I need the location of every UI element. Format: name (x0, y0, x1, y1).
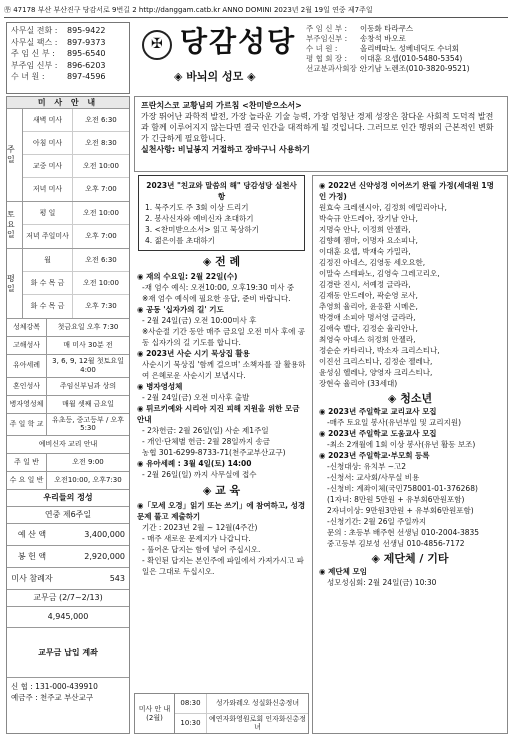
youth-item-title: ◉ 2023년 주일학교 도움교사 모집 (319, 429, 437, 438)
intention-time: 10:30 (175, 714, 207, 734)
plan-item: 1. 묵주기도 주 3회 이상 드리기 (145, 203, 249, 212)
mass-intention-table (134, 693, 309, 734)
mass-row (23, 109, 129, 132)
mass-schedule-title: 미 사 안 내 (7, 97, 129, 109)
contact-key: 선교분과사회장 : (306, 64, 362, 73)
name-line: 윤성심 헬레나, 양영자 크리스티나, (319, 368, 433, 377)
contact-row (306, 54, 508, 64)
mass-day-label: 주 일 (7, 109, 23, 201)
offering-row (7, 524, 129, 546)
teaching-body: 가장 뛰어난 과학적 발전, 가장 놀라운 기술 능력, 가장 엄청난 경제 성장은 참다운 사회적 도덕적 발전과 함께 이루어지지 않는다면 결국 인간을 대적하게 될 것입니다. 그러므로 인간 행위의 근본적인 변화가 긴급하게 필요합니다. (141, 112, 494, 143)
account-info (7, 678, 129, 706)
name-line: 최영숙 아녜스 허정희 안젤라, (319, 335, 416, 344)
offering-key: 예 산 액 (17, 529, 47, 539)
offering-table (7, 524, 129, 590)
service-row (7, 319, 129, 337)
contact-key: 평 협 회 장 : (306, 54, 348, 63)
mass-time: 오전 6:30 (85, 115, 117, 124)
service-value: 오전10:00, 오후7:30 (54, 476, 122, 485)
address-line: ㉾ 47178 부산 부산진구 당감서로 9번길 2 http://danggam.catb.kr ANNO DOMINI 2023년 2월 19일 연중 제7주일 (4, 6, 373, 15)
service-value: 오전 9:00 (72, 458, 104, 467)
contact-box (6, 22, 130, 94)
liturgy-item-line: - 2월 24일(금) 오전 10:00미사 후 (142, 315, 257, 325)
parish-subtitle: ◈ 바뇌의 성모 ◈ (174, 70, 256, 83)
mass-time: 오전 8:30 (85, 138, 117, 147)
education-heading: ◈ 교 육 (202, 483, 241, 497)
liturgy-item-line: 농협 301-6299-8733-71(천주교부산교구) (142, 447, 286, 457)
mass-time: 오전 6:30 (85, 255, 117, 264)
mass-row (23, 295, 129, 318)
liturgy-item-line: - 개인·단체별 헌금: 2월 28일까지 송금 (142, 436, 271, 446)
mass-time: 오전 10:00 (83, 278, 119, 287)
mass-name: 저녁 미사 (23, 178, 73, 201)
name-line: 이대훈 요셉, 박재숙 가밀라, (319, 247, 411, 256)
contact-value: 897-4596 (67, 72, 106, 81)
intention-time: 08:30 (175, 694, 207, 713)
service-key: 주 일 학 교 (7, 414, 47, 436)
service-key: 고해성사 (7, 337, 47, 354)
mass-name: 평 일 (23, 202, 73, 224)
name-line: 김애숙 벨다, 김정순 율리안나, (319, 324, 418, 333)
plan-title: 2023년 "친교와 말씀의 해" 당감성당 실천사항 (146, 181, 297, 201)
mass-rows (23, 109, 129, 201)
mass-time: 오후 7:00 (85, 232, 117, 241)
service-value: 3, 6, 9, 12월 첫토요일 4:00 (52, 357, 124, 374)
budget-value: 4,945,000 (7, 607, 129, 628)
contact-value: 올리베따노 성베네딕도 수녀회 (360, 44, 459, 53)
education-item-title: ◉「모세 오경」읽기 또는 쓰기」에 참여하고, 성경 문제 풀고 제출하기 (137, 500, 306, 521)
mass-name: 교중 미사 (23, 155, 73, 177)
offering-value: 543 (109, 573, 125, 583)
liturgy-item-title: ◉ 재의 수요일: 2월 22일(수) (137, 271, 238, 281)
offering-value: 3,400,000 (84, 529, 125, 539)
service-key: 유아세례 (7, 355, 47, 377)
mass-time: 오후 7:30 (85, 302, 117, 311)
bible-writing-title: ◉ 2022년 신약성경 이어쓰기 완필 가정(세대원 1명인 가정) (319, 181, 494, 201)
mass-row (23, 155, 129, 178)
youth-item-line: -최소 2개월에 1회 이상 봉사(유년 활동 보조) (327, 440, 476, 449)
liturgy-item-title: ◉ 2023년 사순 시기 묵상집 활용 (137, 348, 250, 358)
education-line: - 풀어온 답지는 함에 넣어 주십시오. (142, 544, 261, 554)
mass-day-label: 평 일 (7, 249, 23, 318)
offering-week: 연중 제6주일 (7, 507, 129, 524)
contact-row (306, 64, 508, 74)
mass-name: 화 수 목 금 (23, 272, 73, 294)
service-key: 수 요 일 반 (7, 472, 47, 489)
name-line: 김정진 아네스, 김영동 세오요한, (319, 258, 426, 267)
account-holder: 예금주 : 천주교 부산교구 (11, 693, 94, 702)
contact-row (11, 71, 125, 83)
liturgy-heading: ◈ 전 례 (202, 255, 241, 268)
liturgy-item-line: ※사순절 기간 동안 매주 금요일 오전 미사 후에 공동 십자가의 길 기도를 합니다. (142, 326, 306, 347)
service-key: 성체강복 (7, 319, 47, 336)
liturgy-item-line: ※재 엄수 예식에 필요한 응답, 준비 바랍니다. (142, 293, 291, 303)
account-bank: 신 협 : 131-000-439910 (11, 682, 98, 691)
name-line: 정순순 카타리나, 박소자 크리스티나, (319, 346, 440, 355)
groups-section (319, 566, 501, 588)
plan-list (145, 202, 298, 246)
education-line: - 확인된 답지는 본인주에 파일에서 가져가시고 파일은 그대로 두십시오. (142, 555, 304, 576)
contact-row (11, 25, 125, 37)
service-row (7, 454, 129, 472)
liturgy-section (134, 271, 309, 480)
budget-label: 교무금 (2/7~2/13) (7, 590, 129, 607)
mass-row (23, 272, 129, 295)
contact-key: 부주임신부 : (306, 34, 348, 43)
contact-key: 주 임 신 부 : (11, 49, 55, 58)
name-line: 이진선 크리스티나, 김정순 젤레나, (319, 357, 433, 366)
liturgy-item-title: ◉ 공동 '십자가의 길' 기도 (137, 304, 224, 314)
youth-item-line: -신청비: 계좌이체(국민758001-01-376268) (327, 484, 478, 493)
mass-name: 저녁 주일미사 (23, 225, 73, 248)
liturgy-item-title: ◉ 튀르키예와 시리아 지진 피해 지원을 위한 모금 안내 (137, 403, 300, 424)
contact-key: 수 녀 원 : (306, 44, 338, 53)
masthead (134, 22, 304, 94)
service-row (7, 414, 129, 437)
name-line: 박숙규 안드레아, 장기남 안나, (319, 214, 418, 223)
mass-name: 새벽 미사 (23, 109, 73, 131)
name-line: 지명숙 안나, 이정희 안젤라, (319, 225, 411, 234)
offering-key: 미사 참례자 (11, 573, 53, 583)
youth-item-line: -신청대상: 유치부 ~고2 (327, 462, 407, 471)
youth-item-line: -신청기간: 2월 26일 주일까지 (327, 517, 427, 526)
service-row (7, 378, 129, 396)
plan-item: 2. 봉사신자와 예비신자 초대하기 (145, 214, 254, 223)
contact-value: 이동화 타라쿠스 (360, 24, 414, 33)
mass-row (23, 132, 129, 155)
mass-rows (23, 249, 129, 318)
service-row (7, 436, 129, 454)
service-row (7, 472, 129, 490)
youth-item-title: ◉ 2023년 주일학교·부모회 등록 (319, 451, 430, 460)
name-line: 이말숙 스테파노, 김영숙 그레고리오, (319, 269, 440, 278)
name-line: 박경애 소피아 명서영 글라라, (319, 313, 416, 322)
mass-time: 오후 7:00 (85, 185, 117, 194)
youth-item-line: -신청서: 교사회/사무실 비용 (327, 473, 420, 482)
offering-key: 봉 헌 액 (17, 551, 47, 561)
mass-name: 월 (23, 249, 73, 271)
center-column (134, 175, 309, 734)
intention-desc: 예연자화영원로회 인자화신총정녀 (209, 714, 306, 732)
account-title: 교무금 납입 계좌 (7, 628, 129, 678)
youth-section (319, 406, 501, 549)
service-value: 첫금요일 오후 7:30 (57, 323, 119, 332)
offering-row (7, 546, 129, 568)
service-heading: 예비신자 교리 안내 (38, 440, 98, 449)
service-key: 주 일 반 (7, 454, 47, 471)
contact-value: 송창석 바오로 (360, 34, 406, 43)
mass-name: 아침 미사 (23, 132, 73, 154)
offering-title: 우리들의 정성 (7, 490, 129, 507)
intention-label: 미사 안 내 (2월) (135, 694, 175, 733)
mass-row (23, 202, 129, 225)
liturgy-item-title: ◉ 병자영성체 (137, 381, 183, 391)
name-line: 장현숙 율리아 (33세대) (319, 379, 398, 388)
offering-value: 2,920,000 (84, 551, 125, 561)
groups-heading: ◈ 제단체 / 기타 (371, 552, 449, 565)
cross-emblem-icon: ✠ (142, 30, 172, 60)
group-item-line: 성모성심회: 2월 24일(금) 10:30 (327, 578, 437, 587)
youth-item-line: (1자녀: 8만원 5만원 + 유부회6만원포함) (327, 495, 465, 504)
mass-day-label: 토 요 일 (7, 202, 23, 248)
contact-value: 897-9373 (67, 37, 106, 47)
contact-value: 이대훈 요셉(010-5480-5354) (360, 54, 463, 63)
education-line: 기간 : 2023년 2월 ~ 12월(4주간) (142, 522, 258, 532)
liturgy-item-line: 사순시기 묵상집 '함께 걸으며' 소책자를 잘 활용하여 은혜로운 사순시기 보냅시다. (142, 359, 306, 380)
youth-item-line: 2자녀이상: 9만원3만원 + 유부회6만원포함) (327, 506, 474, 515)
youth-heading: ◈ 청소년 (387, 392, 433, 405)
youth-item-line: 문의 : 초등부 배주현 선생님 010-2004-3835 (327, 528, 480, 537)
service-value: 유초등, 중고등부 / 오후 5:30 (51, 415, 125, 433)
top-info-bar (4, 4, 508, 18)
liturgy-item-line: - 2월 24일(금) 오전 미사후 출발 (142, 392, 250, 402)
mass-time: 오전 10:00 (83, 208, 119, 217)
parish-title: 당감성당 (180, 25, 297, 58)
mass-row (23, 249, 129, 272)
mass-schedule (7, 109, 129, 319)
teaching-title: 프란치스코 교황님의 가르침 <찬미받으소서> (141, 101, 302, 110)
liturgy-item-line: - 2차헌금: 2월 26일(일) 사순 제1주일 (142, 425, 269, 435)
mass-time: 오전 10:00 (83, 161, 119, 170)
name-line: 원효숙 크레센시아, 김정희 에밀리아나, (319, 203, 447, 212)
contact-row (11, 48, 125, 60)
service-key: 혼인성사 (7, 378, 47, 395)
contact-row (306, 34, 508, 44)
mass-group (7, 109, 129, 202)
group-item-title: ◉ 제단체 모임 (319, 567, 367, 576)
contact-row (306, 44, 508, 54)
bible-writing-names (319, 202, 501, 389)
contact-key: 사무실 전화 : (11, 26, 58, 35)
offering-row (7, 568, 129, 590)
plan-item: 4. 젊은이를 초대하기 (145, 236, 215, 245)
service-key: 병자영성체 (7, 396, 47, 413)
mass-rows (23, 202, 129, 248)
mass-group (7, 249, 129, 319)
contact-key: 수 녀 원 : (11, 72, 45, 81)
contact-value: 895-6540 (67, 49, 106, 58)
name-line: 추영희 율리아, 윤응환 시메온, (319, 302, 418, 311)
contact-value: 896-6203 (67, 60, 106, 70)
teaching-action: 실천사항: 비닐봉지 거절하고 장바구니 사용하기 (141, 145, 310, 154)
name-line: 김향혜 젬마, 이명자 요소피나, (319, 236, 418, 245)
liturgy-item-title: ◉ 유아세례 : 3월 4일(토) 14:00 (137, 458, 252, 468)
intention-row (175, 714, 308, 734)
parish-plan-box (138, 175, 305, 251)
youth-item-line: 중고등부 김보성 선생님 010-4856-7172 (327, 539, 465, 548)
left-column (6, 96, 130, 734)
contact-key: 사무실 팩스 : (11, 37, 58, 47)
sacrament-info (7, 319, 129, 490)
intention-row (175, 694, 308, 714)
education-line: - 매주 새로운 문제지가 나갑니다. (142, 533, 251, 543)
name-line: 김재동 안드레아, 곽순영 로사, (319, 291, 418, 300)
intention-desc: 성가와레오 성실화신총정녀 (215, 698, 300, 707)
service-value: 주임신부님과 상의 (59, 381, 117, 390)
contact-key: 부주임 신부 : (11, 60, 58, 70)
contact-key: 주 임 신 부 : (306, 24, 348, 33)
mass-name: 화 수 목 금 (23, 295, 73, 318)
name-line: 김경란 진시, 서예정 글라라, (319, 280, 411, 289)
education-section (134, 522, 309, 577)
contact-row (306, 24, 508, 34)
mass-row (23, 225, 129, 248)
liturgy-item-line: - 2월 26일(일) 까지 사무실에 접수 (142, 469, 257, 479)
plan-item: 3. <찬미받으소서> 읽고 묵상하기 (145, 225, 259, 234)
clergy-box (306, 22, 508, 94)
contact-value: 안기남 노렌조(010-3820-9521) (360, 64, 470, 73)
contact-row (11, 60, 125, 72)
service-row (7, 355, 129, 378)
mass-group (7, 202, 129, 249)
contact-row (11, 37, 125, 49)
service-value: 매 미사 30분 전 (63, 341, 113, 350)
right-column (312, 175, 508, 734)
youth-item-line: -매주 토요일 봉사(유년부일 및 교리지원) (327, 418, 462, 427)
service-row (7, 396, 129, 414)
youth-item-title: ◉ 2023년 주일학교 교리교사 모집 (319, 407, 437, 416)
service-value: 매월 셋째 금요일 (62, 399, 114, 408)
liturgy-item-line: -재 엄수 예식: 오전10:00, 오후19:30 미사 중 (142, 282, 295, 292)
mass-row (23, 178, 129, 201)
contact-value: 895-9422 (67, 26, 106, 35)
pope-teaching-box (134, 96, 508, 172)
service-row (7, 337, 129, 355)
